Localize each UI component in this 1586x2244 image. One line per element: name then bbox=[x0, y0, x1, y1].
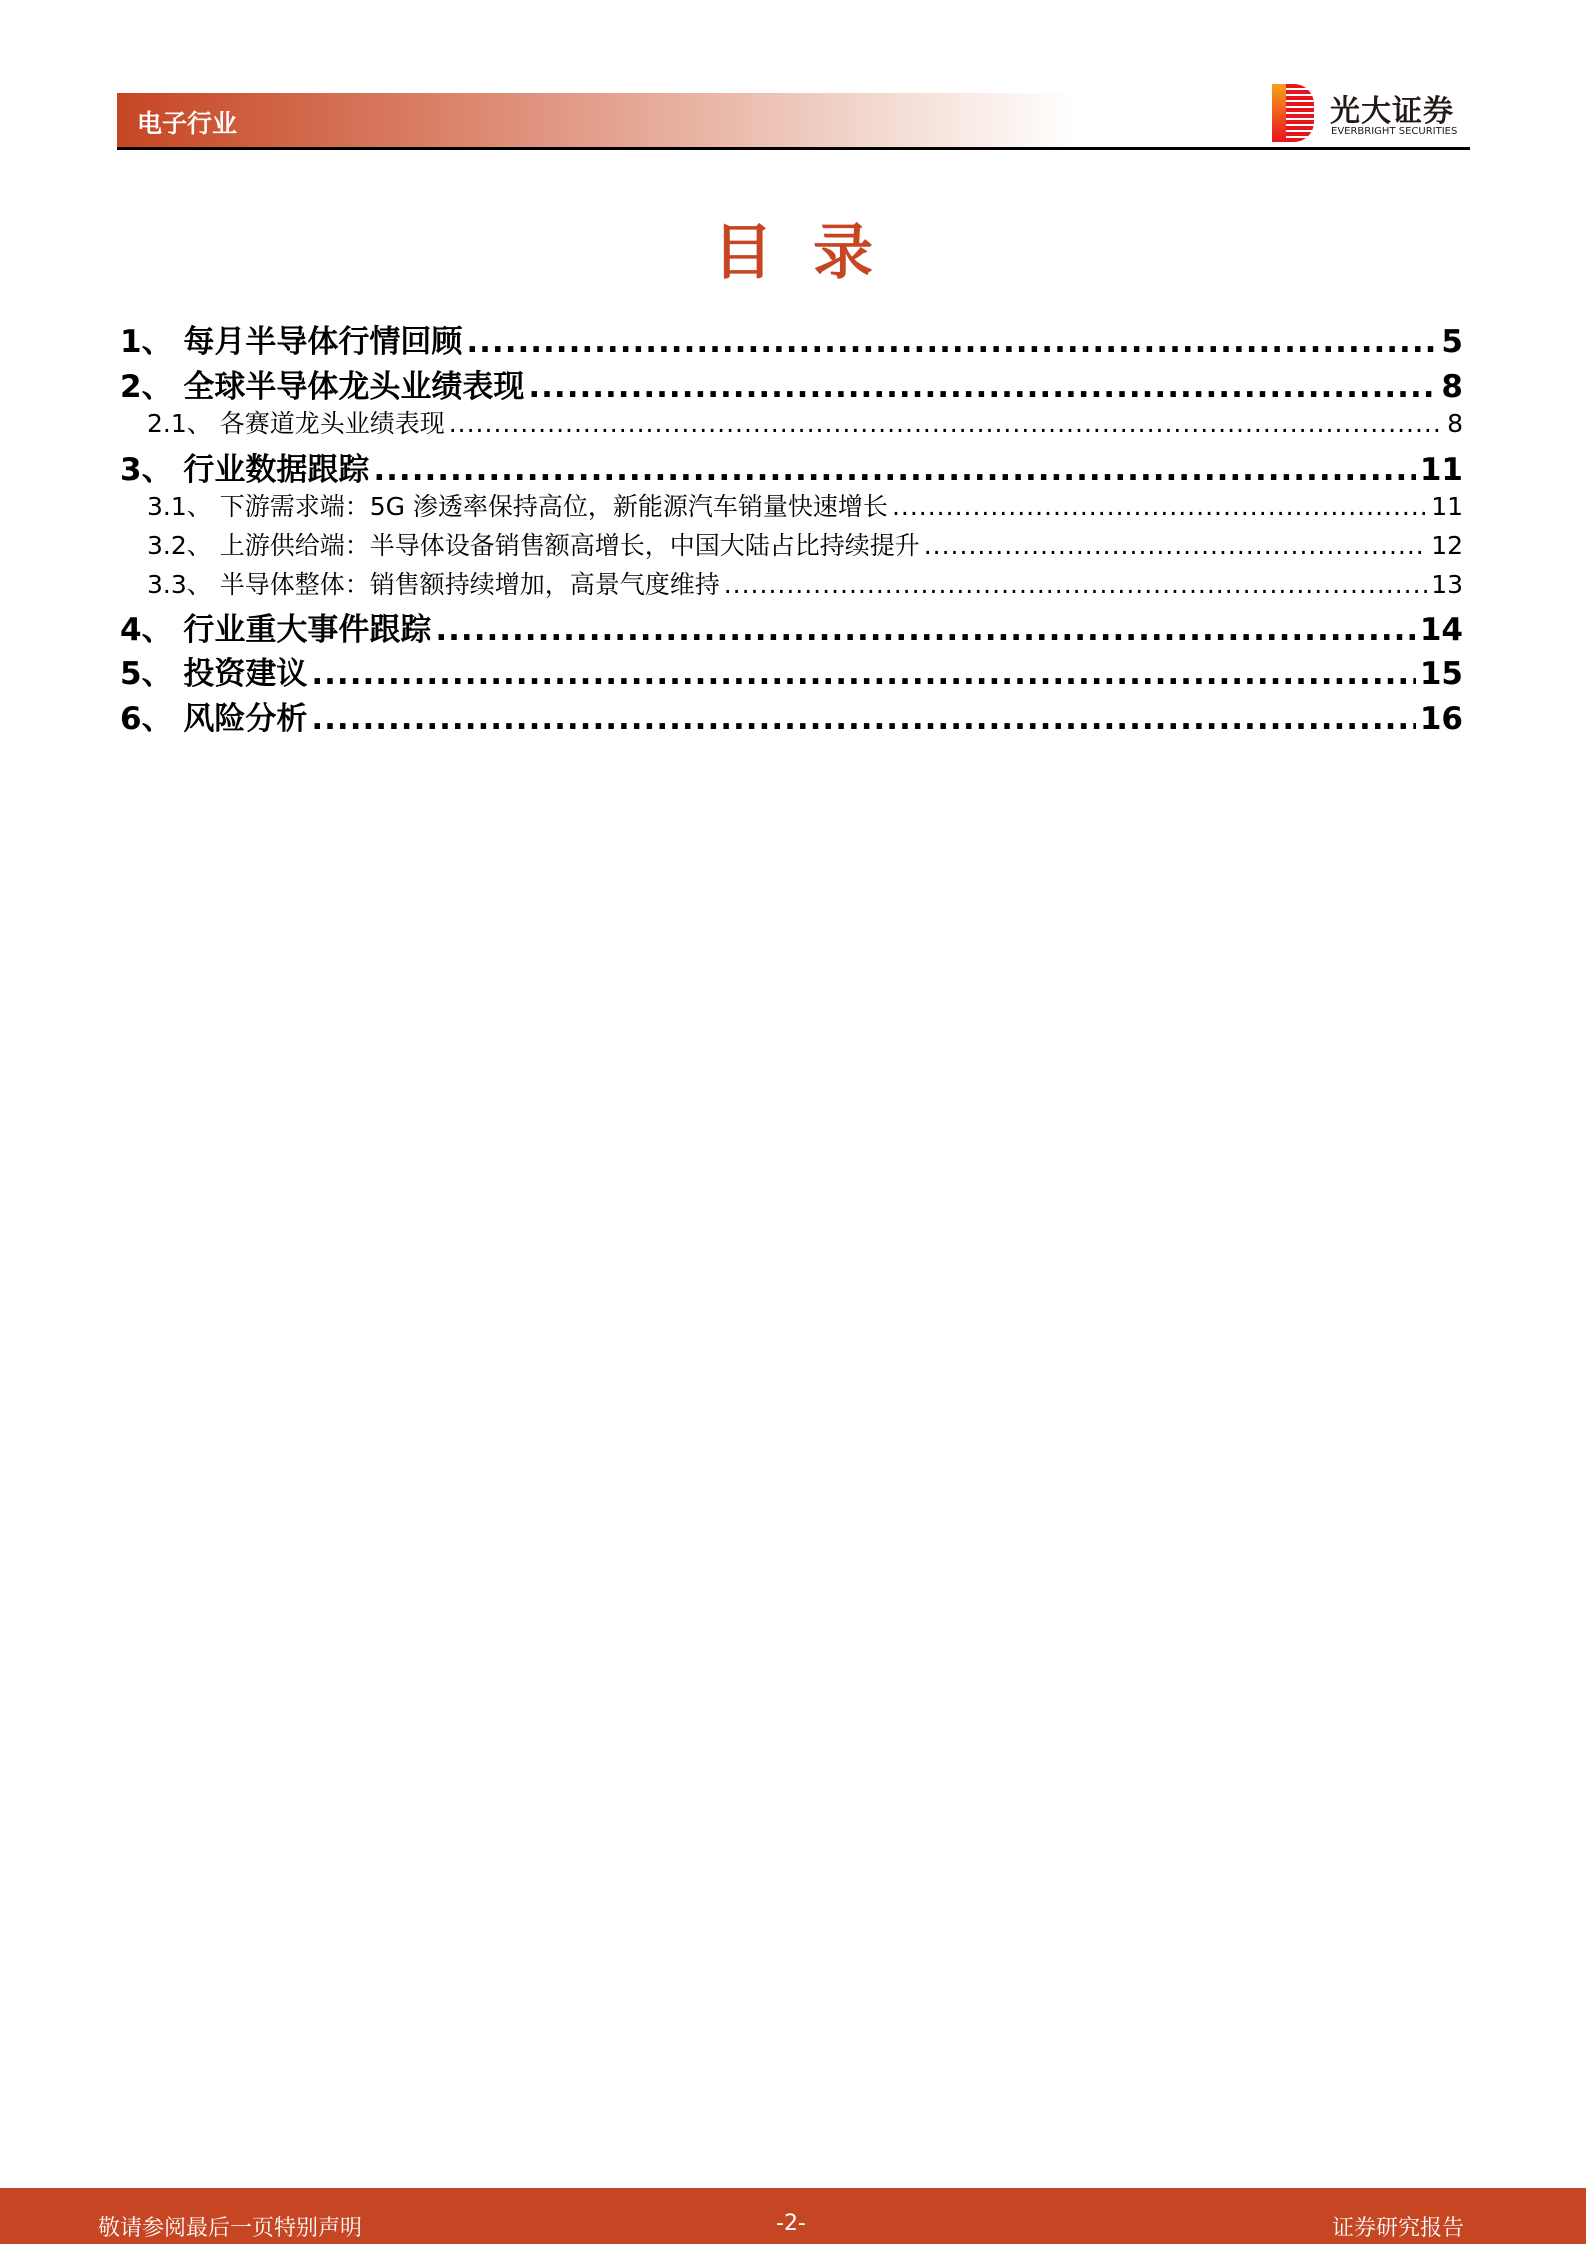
toc-leader-dots bbox=[373, 452, 1415, 488]
toc-entry-label: 3.2、 上游供给端：半导体设备销售额高增长，中国大陆占比持续提升 bbox=[147, 531, 920, 560]
page-title: 目录 bbox=[713, 218, 913, 288]
logo-text-en: EVERBRIGHT SECURITIES bbox=[1331, 126, 1458, 137]
toc-entry-label: 4、 行业重大事件跟踪 bbox=[120, 612, 432, 648]
toc-leader-dots bbox=[311, 656, 1415, 692]
toc-entry-page: 11 bbox=[1419, 452, 1463, 488]
section-label: 电子行业 bbox=[137, 109, 238, 138]
toc-leader-dots bbox=[724, 570, 1427, 599]
header-divider bbox=[117, 147, 1470, 150]
toc-leader-dots bbox=[924, 531, 1427, 560]
footer-report-type: 证券研究报告 bbox=[1332, 2216, 1465, 2241]
logo-text-cn: 光大证券 bbox=[1330, 94, 1454, 129]
toc-entry[interactable] bbox=[147, 526, 1463, 562]
logo-mark-icon bbox=[1272, 84, 1314, 142]
toc-entry-page: 13 bbox=[1431, 570, 1463, 599]
toc-entry-page: 8 bbox=[1441, 369, 1463, 405]
toc-entry-page: 16 bbox=[1419, 701, 1463, 737]
toc-leader-dots bbox=[435, 612, 1415, 648]
toc-leader-dots bbox=[892, 492, 1427, 521]
toc-entry-label: 2、 全球半导体龙头业绩表现 bbox=[120, 369, 525, 405]
toc-entry[interactable] bbox=[120, 648, 1463, 693]
toc-entry[interactable] bbox=[147, 404, 1463, 440]
toc-entry-label: 1、 每月半导体行情回顾 bbox=[120, 324, 463, 360]
footer-disclaimer: 敬请参阅最后一页特别声明 bbox=[98, 2216, 363, 2241]
toc-entry-label: 6、 风险分析 bbox=[120, 701, 308, 737]
toc-entry-page: 12 bbox=[1431, 531, 1463, 560]
toc-entry-page: 11 bbox=[1431, 492, 1463, 521]
toc-entry-label: 3、 行业数据跟踪 bbox=[120, 452, 370, 488]
footer bbox=[0, 2188, 1586, 2244]
toc-entry[interactable] bbox=[147, 487, 1463, 523]
toc-entry[interactable] bbox=[120, 361, 1463, 406]
toc-entry[interactable] bbox=[120, 316, 1463, 361]
toc-entry-page: 14 bbox=[1419, 612, 1463, 648]
toc-entry-label: 5、 投资建议 bbox=[120, 656, 308, 692]
everbright-logo bbox=[1272, 84, 1472, 144]
toc-entry[interactable] bbox=[120, 444, 1463, 489]
toc-leader-dots bbox=[466, 324, 1437, 360]
toc-entry[interactable] bbox=[147, 565, 1463, 601]
toc-leader-dots bbox=[449, 409, 1443, 438]
page-number: -2- bbox=[776, 2211, 806, 2236]
toc-entry-page: 15 bbox=[1419, 656, 1463, 692]
toc-leader-dots bbox=[311, 701, 1415, 737]
toc-entry-label: 3.3、 半导体整体：销售额持续增加，高景气度维持 bbox=[147, 570, 720, 599]
toc-entry-page: 8 bbox=[1447, 409, 1463, 438]
toc-entry-page: 5 bbox=[1441, 324, 1463, 360]
toc-entry-label: 2.1、 各赛道龙头业绩表现 bbox=[147, 409, 445, 438]
toc-leader-dots bbox=[528, 369, 1437, 405]
toc-entry[interactable] bbox=[120, 693, 1463, 738]
header-section-bar bbox=[117, 93, 1072, 147]
toc-entry[interactable] bbox=[120, 604, 1463, 649]
toc-entry-label: 3.1、 下游需求端：5G 渗透率保持高位，新能源汽车销量快速增长 bbox=[147, 492, 888, 521]
